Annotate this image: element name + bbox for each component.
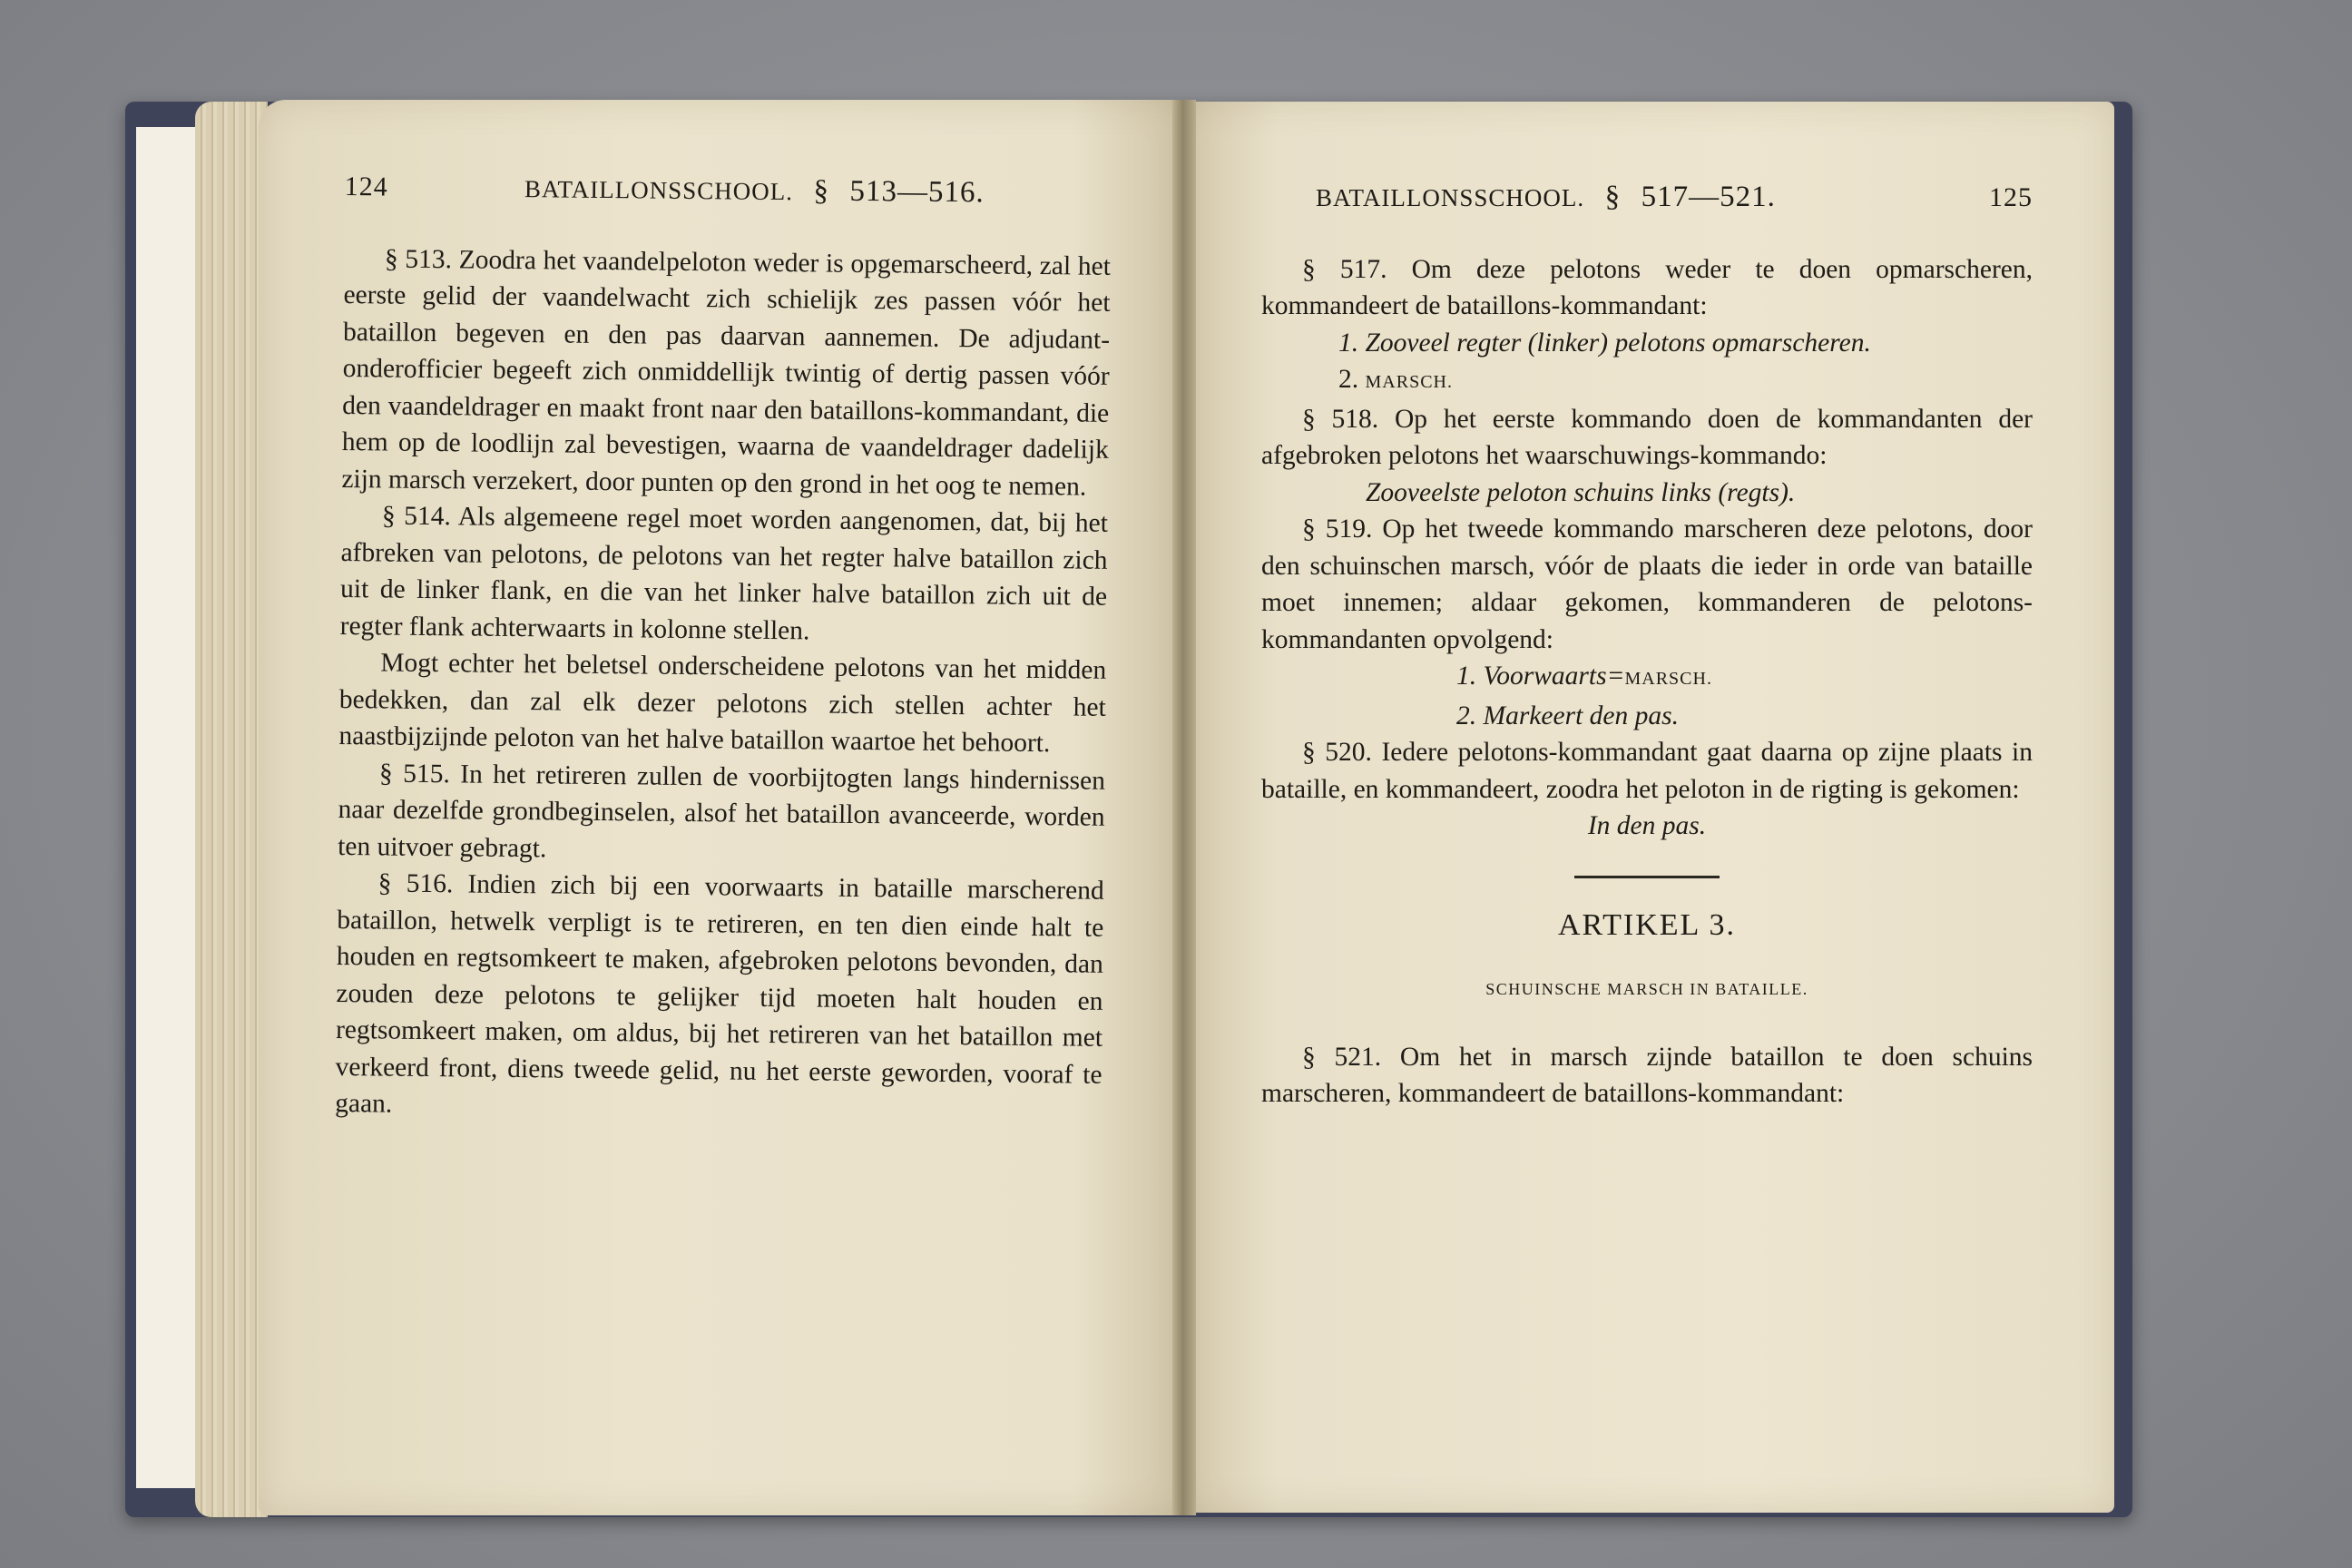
running-title-group bbox=[524, 170, 985, 212]
book-gutter bbox=[1172, 100, 1196, 1515]
section-range: 513—516. bbox=[849, 174, 985, 210]
command-520: In den pas. bbox=[1587, 811, 1707, 840]
right-page-text bbox=[1261, 179, 2033, 1112]
command-word: MARSCH. bbox=[1624, 669, 1712, 689]
section-mark: § bbox=[1604, 181, 1622, 213]
section-range: 517—521. bbox=[1641, 181, 1776, 213]
left-running-head bbox=[345, 168, 1112, 213]
command-number: 2. bbox=[1338, 365, 1359, 394]
right-page bbox=[1184, 102, 2114, 1513]
paragraph-514: § 514. Als algemeene regel moet worden aangenomen, dat, bij het afbreken van pelotons, de pelotons van het regter halve bataillon zich uit de linker flank, en die van het linker halve bataillon zich uit de regter flank achterwaarts in kolonne stellen. bbox=[339, 501, 1109, 645]
right-running-head bbox=[1261, 179, 2033, 217]
command-518: Zooveelste peloton schuins links (regts). bbox=[1366, 477, 1796, 507]
command-text: 1. Voorwaarts= bbox=[1456, 662, 1625, 691]
section-mark: § bbox=[813, 174, 830, 208]
section-divider bbox=[1574, 876, 1720, 878]
page-edges bbox=[195, 102, 268, 1517]
paragraph-521: § 521. Om het in marsch zijnde bataillon te doen schuins marscheren, kommandeert de bataillons-kommandant: bbox=[1261, 1042, 2033, 1108]
article-subtitle: SCHUINSCHE MARSCH IN BATAILLE. bbox=[1485, 980, 1808, 998]
paragraph-515: § 515. In het retireren zullen de voorbijtogten langs hindernissen naar dezelfde grondbeginselen, alsof het bataillon avanceerde, worden ten uitvoer gebragt. bbox=[338, 758, 1106, 863]
command-519-2: 2. Markeert den pas. bbox=[1456, 701, 1679, 730]
left-page-text bbox=[335, 168, 1112, 1130]
paragraph-519: § 519. Op het tweede kommando marscheren deze pelotons, door den schuinschen marsch, vóór de plaats die ieder in orde van bataille moet innemen; aldaar gekomen, kommanderen de pelotons-kommandanten opvolgend: bbox=[1261, 514, 2033, 654]
paragraph-516: § 516. Indien zich bij een voorwaarts in bataille marscherend bataillon, hetwelk verpligt is te retireren, en ten dien einde halt te houden en regtsomkeert te maken, afgebroken pelotons bevonden, dan zouden deze pelotons te gelijker tijd moeten halt houden en regtsomkeert maken, om aldus, bij het retireren van het bataillon met verkeerd front, diens tweede gelid, nu het eerste geworden, vooraf te gaan. bbox=[335, 868, 1104, 1119]
command-517-1: 1. Zooveel regter (linker) pelotons opmarscheren. bbox=[1338, 328, 1871, 358]
command-word: MARSCH. bbox=[1365, 372, 1453, 392]
paragraph-520: § 520. Iedere pelotons-kommandant gaat daarna op zijne plaats in bataille, en kommandeert, zoodra het peloton in de rigting is gekomen: bbox=[1261, 738, 2033, 804]
paragraph-518: § 518. Op het eerste kommando doen de kommandanten der afgebroken pelotons het waarschuwings-kommando: bbox=[1261, 404, 2033, 470]
page-number: 125 bbox=[1989, 182, 2033, 212]
article-title: ARTIKEL 3. bbox=[1557, 907, 1737, 942]
paragraph-513: § 513. Zoodra het vaandelpeloton weder is opgemarscheerd, zal het eerste gelid der vaandelwacht zich schielijk zes passen vóór het bataillon begeven en den pas daarvan aannemen. De adjudant-onderofficier begeeft zich onmiddellijk twintig of dertig passen vóór den vaandeldrager en maakt front naar den bataillons-kommandant, die hem op de loodlijn zal bevestigen, waarna de vaandeldrager dadelijk zijn marsch verzekert, door punten op den grond in het oog te nemen. bbox=[341, 243, 1112, 502]
running-title: BATAILLONSSCHOOL. bbox=[1316, 184, 1585, 211]
running-title-group bbox=[1316, 179, 1776, 217]
command-517-2 bbox=[1338, 361, 2033, 401]
paragraph-517: § 517. Om deze pelotons weder te doen opmarscheren, kommandeert de bataillons-kommandant: bbox=[1261, 254, 2033, 320]
left-page bbox=[259, 100, 1184, 1515]
paragraph-514-continued: Mogt echter het beletsel onderscheidene pelotons van het midden bedekken, dan zal elk dezer pelotons zich stellen achter het naastbijzijnde peloton van het halve bataillon waartoe het behoort. bbox=[338, 648, 1107, 759]
command-519-1 bbox=[1456, 658, 2033, 698]
page-number: 124 bbox=[344, 171, 388, 202]
running-title: BATAILLONSSCHOOL. bbox=[524, 175, 794, 206]
